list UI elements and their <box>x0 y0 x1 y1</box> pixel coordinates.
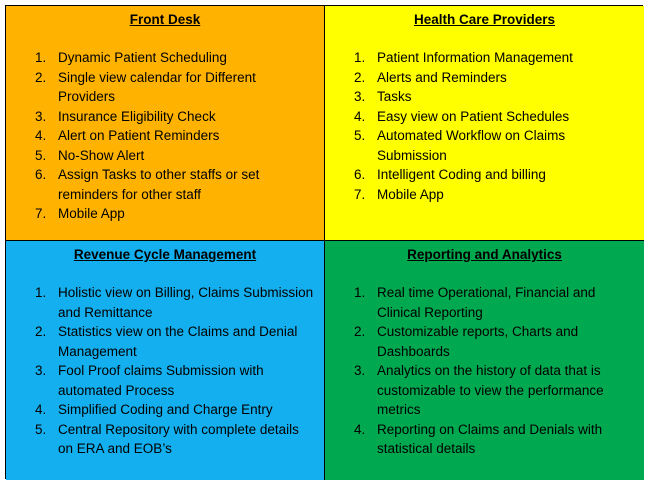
health-care-providers-list <box>333 48 636 204</box>
list-number: 3. <box>354 89 366 104</box>
reporting-list <box>333 283 636 459</box>
list-item <box>333 185 636 205</box>
list-item <box>14 107 316 127</box>
list-number: 4. <box>35 402 47 417</box>
front-desk-list <box>14 48 316 224</box>
list-item-text: Alerts and Reminders <box>377 69 507 85</box>
list-item-text: Central Repository with complete details on ERA and EOB’s <box>58 421 299 456</box>
revenue-cycle-list <box>14 283 316 459</box>
list-item-text: Easy view on Patient Schedules <box>377 108 570 124</box>
list-number: 3. <box>35 363 47 378</box>
list-item <box>14 165 316 204</box>
list-item <box>14 400 316 420</box>
list-number: 2. <box>35 69 47 85</box>
list-number: 7. <box>35 206 47 221</box>
list-item <box>333 107 636 127</box>
front-desk-panel <box>6 6 325 241</box>
list-item-text: Holistic view on Billing, Claims Submission and Remittance <box>58 285 314 320</box>
feature-grid <box>5 5 643 479</box>
list-number: 3. <box>354 363 366 378</box>
list-number: 4. <box>35 128 47 143</box>
list-item <box>14 420 316 459</box>
revenue-cycle-panel <box>6 241 325 480</box>
list-item-text: Insurance Eligibility Check <box>58 108 216 124</box>
list-item-text: Single view calendar for Different Providers <box>58 69 256 104</box>
list-number: 2. <box>354 69 366 85</box>
list-item-text: Analytics on the history of data that is customizable to view the performance metrics <box>377 363 604 417</box>
list-number: 7. <box>354 186 366 202</box>
list-number: 1. <box>35 50 47 65</box>
list-item-text: Tasks <box>377 89 412 104</box>
list-item <box>333 87 636 107</box>
list-number: 3. <box>35 108 47 124</box>
reporting-title: Reporting and Analytics <box>407 247 562 262</box>
list-item-text: Assign Tasks to other staffs or set reminders for other staff <box>58 167 260 202</box>
list-item <box>14 283 316 322</box>
list-item <box>333 68 636 88</box>
list-item-text: Customizable reports, Charts and Dashboards <box>377 324 579 359</box>
list-number: 5. <box>35 147 47 163</box>
list-item-text: Real time Operational, Financial and Clinical Reporting <box>377 285 596 320</box>
list-item <box>333 126 636 165</box>
list-number: 5. <box>354 128 366 143</box>
list-item-text: Fool Proof claims Submission with automated Process <box>58 363 264 398</box>
list-item-text: Mobile App <box>377 186 444 202</box>
list-item-text: Alert on Patient Reminders <box>58 128 220 143</box>
list-item <box>333 361 636 420</box>
list-item <box>333 420 636 459</box>
list-number: 6. <box>35 167 47 182</box>
list-number: 4. <box>354 421 366 437</box>
list-item-text: Simplified Coding and Charge Entry <box>58 402 273 417</box>
health-care-providers-title: Health Care Providers <box>413 12 556 27</box>
list-item-text: Mobile App <box>58 206 125 221</box>
list-number: 5. <box>35 421 47 437</box>
front-desk-title: Front Desk <box>129 12 201 27</box>
list-item <box>14 361 316 400</box>
list-number: 1. <box>35 285 47 300</box>
list-item-text: No-Show Alert <box>58 147 145 163</box>
list-item <box>333 48 636 68</box>
reporting-panel <box>325 241 644 480</box>
list-number: 4. <box>354 108 366 124</box>
health-care-providers-panel <box>325 6 644 241</box>
list-item <box>14 48 316 68</box>
list-item <box>14 204 316 224</box>
list-item-text: Reporting on Claims and Denials with statistical details <box>377 421 603 456</box>
list-number: 1. <box>354 285 366 300</box>
list-item-text: Dynamic Patient Scheduling <box>58 50 227 65</box>
list-item <box>333 322 636 361</box>
list-item-text: Automated Workflow on Claims Submission <box>377 128 566 163</box>
list-number: 1. <box>354 50 366 65</box>
list-item <box>14 126 316 146</box>
list-item <box>14 146 316 166</box>
list-item-text: Intelligent Coding and billing <box>377 167 546 182</box>
list-number: 2. <box>354 324 366 339</box>
list-number: 2. <box>35 324 47 339</box>
list-item <box>333 283 636 322</box>
revenue-cycle-title: Revenue Cycle Management <box>73 247 257 262</box>
list-item <box>14 322 316 361</box>
list-item-text: Patient Information Management <box>377 50 573 65</box>
list-item <box>333 165 636 185</box>
list-number: 6. <box>354 167 366 182</box>
list-item-text: Statistics view on the Claims and Denial Management <box>58 324 298 359</box>
list-item <box>14 68 316 107</box>
